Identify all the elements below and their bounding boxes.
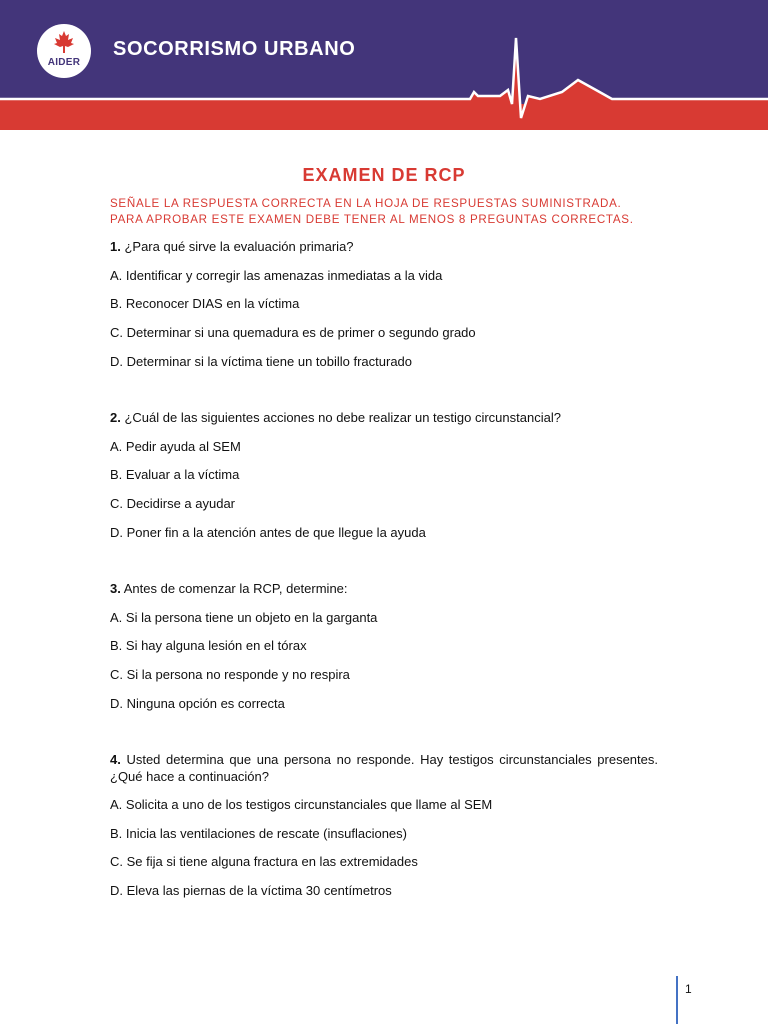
page-header (0, 0, 768, 140)
exam-title: EXAMEN DE RCP (302, 165, 466, 185)
option-2d: D. Poner fin a la atención antes de que llegue la ayuda (110, 525, 426, 540)
option-4d: D. Eleva las piernas de la víctima 30 centímetros (110, 883, 392, 898)
instruction-line: PARA APROBAR ESTE EXAMEN DEBE TENER AL MENOS 8 PREGUNTAS CORRECTAS. (110, 213, 634, 226)
option-1d: D. Determinar si la víctima tiene un tobillo fracturado (110, 354, 413, 369)
option-3d: D. Ninguna opción es correcta (110, 696, 285, 711)
brand-title: SOCORRISMO URBANO (113, 38, 356, 60)
option-3a: A. Si la persona tiene un objeto en la garganta (110, 610, 378, 625)
question-number: 3. (110, 581, 121, 596)
question-2 (110, 409, 658, 426)
option-4c: C. Se fija si tiene alguna fractura en las extremidades (110, 854, 418, 869)
exam-instructions (110, 196, 634, 228)
option-2a: A. Pedir ayuda al SEM (110, 439, 241, 454)
question-1 (110, 238, 658, 255)
aider-logo (37, 24, 91, 78)
question-text: ¿Cuál de las siguientes acciones no debe realizar un testigo circunstancial? (124, 410, 561, 425)
question-3 (110, 580, 658, 597)
page-number: 1 (685, 982, 692, 996)
option-2c: C. Decidirse a ayudar (110, 496, 235, 511)
option-1a: A. Identificar y corregir las amenazas inmediatas a la vida (110, 268, 443, 283)
question-number: 2. (110, 410, 121, 425)
question-4-continued: ¿Qué hace a continuación? (110, 769, 269, 784)
option-1c: C. Determinar si una quemadura es de primer o segundo grado (110, 325, 476, 340)
question-number: 1. (110, 239, 121, 254)
option-3c: C. Si la persona no responde y no respira (110, 667, 350, 682)
header-banner (0, 0, 768, 140)
question-text: Usted determina que una persona no responde. Hay testigos circunstanciales presentes. (126, 752, 658, 767)
option-3b: B. Si hay alguna lesión en el tórax (110, 638, 307, 653)
option-1b: B. Reconocer DIAS en la víctima (110, 296, 300, 311)
option-4a: A. Solicita a uno de los testigos circunstanciales que llame al SEM (110, 797, 493, 812)
question-text: ¿Para qué sirve la evaluación primaria? (124, 239, 354, 254)
logo-text: AIDER (47, 57, 81, 68)
page-number-rule (676, 976, 678, 1024)
instruction-line: SEÑALE LA RESPUESTA CORRECTA EN LA HOJA DE RESPUESTAS SUMINISTRADA. (110, 197, 622, 210)
maple-leaf-icon (54, 31, 74, 53)
question-4 (110, 751, 658, 768)
question-number: 4. (110, 752, 121, 767)
option-2b: B. Evaluar a la víctima (110, 467, 240, 482)
question-text: Antes de comenzar la RCP, determine: (123, 581, 348, 596)
option-4b: B. Inicia las ventilaciones de rescate (insuflaciones) (110, 826, 407, 841)
